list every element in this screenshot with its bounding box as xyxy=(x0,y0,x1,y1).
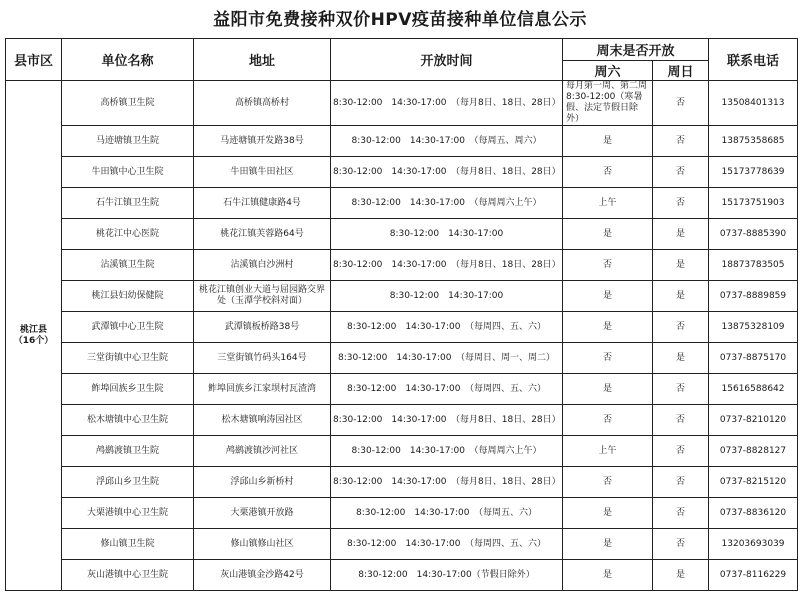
saturday-cell: 是 xyxy=(563,498,653,529)
unit-name-cell: 浮邱山乡卫生院 xyxy=(62,467,194,498)
address-cell: 鲊埠回族乡江家坝村瓦渣湾 xyxy=(194,374,331,405)
address-cell: 灰山港镇金沙路42号 xyxy=(194,560,331,591)
table-row xyxy=(6,374,798,405)
header-phone: 联系电话 xyxy=(709,39,798,81)
table-row xyxy=(6,157,798,188)
sunday-cell: 是 xyxy=(653,250,709,281)
phone-cell: 0737-8885390 xyxy=(709,219,798,250)
saturday-cell: 上午 xyxy=(563,188,653,219)
table-row xyxy=(6,188,798,219)
sunday-cell: 否 xyxy=(653,126,709,157)
phone-cell: 15173778639 xyxy=(709,157,798,188)
hours-cell: 8:30-12:00 14:30-17:00 （每月8日、18日、28日） xyxy=(331,467,563,498)
saturday-cell: 否 xyxy=(563,343,653,374)
sunday-cell: 否 xyxy=(653,405,709,436)
table-row xyxy=(6,498,798,529)
address-cell: 桃花江镇创业大道与屈园路交界处（玉潭学校斜对面） xyxy=(194,281,331,312)
phone-cell: 13875328109 xyxy=(709,312,798,343)
phone-cell: 13508401313 xyxy=(709,81,798,126)
sunday-cell: 否 xyxy=(653,467,709,498)
table-row xyxy=(6,560,798,591)
unit-name-cell: 修山镇卫生院 xyxy=(62,529,194,560)
address-cell: 高桥镇高桥村 xyxy=(194,81,331,126)
sunday-cell: 否 xyxy=(653,81,709,126)
hours-cell: 8:30-12:00 14:30-17:00 （每周四、五、六） xyxy=(331,374,563,405)
table-row xyxy=(6,281,798,312)
phone-cell: 13875358685 xyxy=(709,126,798,157)
hpv-site-table xyxy=(5,38,798,591)
unit-name-cell: 大栗港镇中心卫生院 xyxy=(62,498,194,529)
unit-name-cell: 鸬鹚渡镇卫生院 xyxy=(62,436,194,467)
address-cell: 牛田镇牛田社区 xyxy=(194,157,331,188)
address-cell: 马迹塘镇开发路38号 xyxy=(194,126,331,157)
hours-cell: 8:30-12:00 14:30-17:00 （每周周六上午） xyxy=(331,188,563,219)
address-cell: 大栗港镇开放路 xyxy=(194,498,331,529)
unit-name-cell: 马迹塘镇卫生院 xyxy=(62,126,194,157)
sunday-cell: 否 xyxy=(653,374,709,405)
phone-cell: 0737-8210120 xyxy=(709,405,798,436)
phone-cell: 0737-8889859 xyxy=(709,281,798,312)
unit-name-cell: 石牛江镇卫生院 xyxy=(62,188,194,219)
county-cell xyxy=(6,81,62,591)
sunday-cell: 是 xyxy=(653,219,709,250)
hours-cell: 8:30-12:00 14:30-17:00 （每月8日、18日、28日） xyxy=(331,81,563,126)
header-hours: 开放时间 xyxy=(331,39,563,81)
unit-name-cell: 鲊埠回族乡卫生院 xyxy=(62,374,194,405)
address-cell: 松木塘镇响涛园社区 xyxy=(194,405,331,436)
sunday-cell: 否 xyxy=(653,436,709,467)
unit-name-cell: 武潭镇中心卫生院 xyxy=(62,312,194,343)
sunday-cell: 否 xyxy=(653,498,709,529)
hours-cell: 8:30-12:00 14:30-17:00 （每月8日、18日、28日） xyxy=(331,250,563,281)
saturday-cell: 否 xyxy=(563,467,653,498)
unit-name-cell: 桃花江中心医院 xyxy=(62,219,194,250)
sunday-cell: 是 xyxy=(653,560,709,591)
phone-cell: 0737-8116229 xyxy=(709,560,798,591)
saturday-cell: 否 xyxy=(563,250,653,281)
sunday-cell: 否 xyxy=(653,188,709,219)
table-row xyxy=(6,126,798,157)
phone-cell: 13203693039 xyxy=(709,529,798,560)
phone-cell: 15616588642 xyxy=(709,374,798,405)
saturday-cell: 是 xyxy=(563,219,653,250)
county-name: 桃江县 xyxy=(19,324,47,335)
address-cell: 沾溪镇白沙洲村 xyxy=(194,250,331,281)
hours-cell: 8:30-12:00 14:30-17:00 （每周日、周一、周二） xyxy=(331,343,563,374)
hours-cell: 8:30-12:00 14:30-17:00 （每周五、六） xyxy=(331,498,563,529)
unit-name-cell: 松木塘镇中心卫生院 xyxy=(62,405,194,436)
hours-cell: 8:30-12:00 14:30-17:00 （每周周六上午） xyxy=(331,436,563,467)
table-row xyxy=(6,219,798,250)
unit-name-cell: 三堂街镇中心卫生院 xyxy=(62,343,194,374)
address-cell: 浮邱山乡新桥村 xyxy=(194,467,331,498)
phone-cell: 15173751903 xyxy=(709,188,798,219)
address-cell: 三堂街镇竹码头164号 xyxy=(194,343,331,374)
address-cell: 桃花江镇芙蓉路64号 xyxy=(194,219,331,250)
saturday-cell: 上午 xyxy=(563,436,653,467)
sunday-cell: 是 xyxy=(653,281,709,312)
saturday-cell: 否 xyxy=(563,157,653,188)
table-row xyxy=(6,467,798,498)
address-cell: 修山镇修山社区 xyxy=(194,529,331,560)
page-title: 益阳市免费接种双价HPV疫苗接种单位信息公示 xyxy=(213,10,587,30)
unit-name-cell: 高桥镇卫生院 xyxy=(62,81,194,126)
phone-cell: 0737-8836120 xyxy=(709,498,798,529)
sunday-cell: 否 xyxy=(653,312,709,343)
hours-cell: 8:30-12:00 14:30-17:00 （每月8日、18日、28日） xyxy=(331,157,563,188)
table-row xyxy=(6,81,798,126)
county-count: （16个） xyxy=(13,335,54,346)
header-weekend: 周末是否开放 xyxy=(563,39,709,61)
header-sunday: 周日 xyxy=(653,61,709,81)
table-row xyxy=(6,343,798,374)
phone-cell: 0737-8215120 xyxy=(709,467,798,498)
table-row xyxy=(6,436,798,467)
hours-cell: 8:30-12:00 14:30-17:00 xyxy=(331,219,563,250)
saturday-cell: 是 xyxy=(563,529,653,560)
sunday-cell: 是 xyxy=(653,343,709,374)
saturday-cell: 是 xyxy=(563,312,653,343)
saturday-cell: 是 xyxy=(563,126,653,157)
table-row xyxy=(6,312,798,343)
hours-cell: 8:30-12:00 14:30-17:00 （每周四、五、六） xyxy=(331,312,563,343)
unit-name-cell: 沾溪镇卫生院 xyxy=(62,250,194,281)
address-cell: 石牛江镇健康路4号 xyxy=(194,188,331,219)
address-cell: 鸬鹚渡镇沙河社区 xyxy=(194,436,331,467)
header-saturday: 周六 xyxy=(563,61,653,81)
saturday-cell: 否 xyxy=(563,405,653,436)
phone-cell: 18873783505 xyxy=(709,250,798,281)
hours-cell: 8:30-12:00 14:30-17:00（节假日除外） xyxy=(331,560,563,591)
sunday-cell: 否 xyxy=(653,157,709,188)
unit-name-cell: 桃江县妇幼保健院 xyxy=(62,281,194,312)
phone-cell: 0737-8828127 xyxy=(709,436,798,467)
saturday-cell: 是 xyxy=(563,374,653,405)
saturday-cell: 每月第一周、第二周 8:30-12:00（寒暑假、法定节假日除外） xyxy=(563,81,653,126)
sunday-cell: 否 xyxy=(653,529,709,560)
hours-cell: 8:30-12:00 14:30-17:00 （每周四、五、六） xyxy=(331,529,563,560)
phone-cell: 0737-8875170 xyxy=(709,343,798,374)
table-row xyxy=(6,405,798,436)
saturday-cell: 是 xyxy=(563,560,653,591)
hours-cell: 8:30-12:00 14:30-17:00 （每月8日、18日、28日） xyxy=(331,405,563,436)
table-body xyxy=(6,81,798,591)
header-county: 县市区 xyxy=(6,39,62,81)
table-row xyxy=(6,529,798,560)
header-name: 单位名称 xyxy=(62,39,194,81)
hours-cell: 8:30-12:00 14:30-17:00 （每周五、周六） xyxy=(331,126,563,157)
unit-name-cell: 牛田镇中心卫生院 xyxy=(62,157,194,188)
saturday-cell: 是 xyxy=(563,281,653,312)
header-address: 地址 xyxy=(194,39,331,81)
unit-name-cell: 灰山港镇中心卫生院 xyxy=(62,560,194,591)
table-row xyxy=(6,250,798,281)
hours-cell: 8:30-12:00 14:30-17:00 xyxy=(331,281,563,312)
address-cell: 武潭镇板桥路38号 xyxy=(194,312,331,343)
